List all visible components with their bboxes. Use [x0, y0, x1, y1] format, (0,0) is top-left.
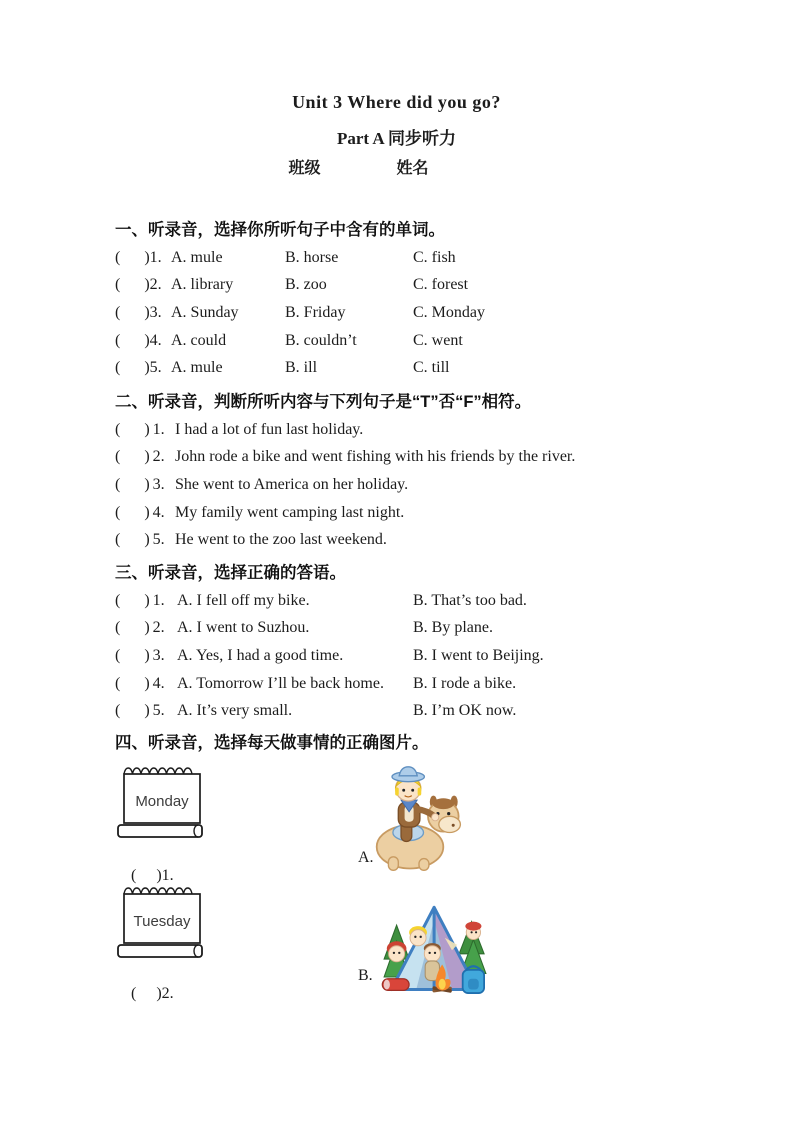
question-row — [115, 272, 738, 300]
option-b: B. I rode a bike. — [413, 674, 517, 692]
answer-blank[interactable]: ( ) — [115, 646, 150, 664]
answer-blank[interactable]: ( ) — [115, 702, 150, 720]
calendar-base-bar — [118, 825, 202, 837]
class-label: 班级 — [288, 160, 321, 177]
camper-blond — [409, 926, 427, 946]
option-b: B. I’m OK now. — [413, 702, 517, 720]
calendar-base-bar — [118, 945, 202, 957]
option-b: B. couldn’t — [285, 331, 357, 349]
option-b: B. Friday — [285, 303, 346, 321]
question-row — [115, 444, 738, 472]
calendar-tuesday — [116, 884, 208, 964]
spiral-binding-icon — [124, 888, 192, 894]
question-number: 1. — [149, 248, 162, 266]
section1-rows — [115, 244, 738, 382]
section2-heading: 二、听录音，判断所听内容与下列句子是“T”否“F”相符。 — [115, 393, 532, 411]
answer-blank[interactable]: ( ) — [115, 276, 150, 294]
answer-blank[interactable]: ( ) — [115, 674, 150, 692]
answer-blank[interactable]: ( ) — [115, 331, 150, 349]
calendar-sketch — [116, 764, 208, 844]
option-b: B. That’s too bad. — [413, 591, 527, 609]
spiral-binding-icon — [124, 768, 192, 774]
question-row — [115, 526, 738, 554]
class-blank[interactable] — [321, 159, 397, 173]
option-b: B. horse — [285, 248, 339, 266]
question-row — [115, 354, 738, 382]
option-a: A. It’s very small. — [177, 702, 293, 720]
question-row — [115, 416, 738, 444]
option-c: C. till — [413, 359, 450, 377]
question-number: 5. — [152, 702, 165, 720]
question-row — [115, 244, 738, 272]
answer-blank[interactable]: ( ) — [115, 619, 150, 637]
question-number: 4. — [152, 674, 165, 692]
option-a: A. I went to Suzhou. — [177, 619, 310, 637]
option-a: A. could — [171, 331, 227, 349]
section3-rows — [115, 587, 738, 725]
question-row — [115, 642, 738, 670]
calendar-monday — [116, 764, 208, 844]
question-row — [115, 471, 738, 499]
question-number: 1. — [152, 420, 165, 438]
answer-blank[interactable]: ( ) — [115, 420, 150, 438]
option-a: A. I fell off my bike. — [177, 591, 310, 609]
option-a: A. mule — [171, 359, 223, 377]
statement-text: John rode a bike and went fishing with his friends by the river. — [175, 448, 576, 466]
picture-question-row — [115, 967, 174, 1021]
option-letter-b: B. — [358, 967, 373, 984]
option-c: C. went — [413, 331, 463, 349]
option-b: B. By plane. — [413, 619, 493, 637]
question-number: 5. — [149, 359, 162, 377]
option-a: A. library — [171, 276, 234, 294]
answer-blank[interactable]: ( ) — [131, 867, 162, 884]
boy-riding-horse-image — [374, 764, 464, 874]
calendar-sketch — [116, 884, 208, 964]
page-title: Unit 3 Where did you go? — [292, 92, 501, 112]
question-number: 3. — [149, 303, 162, 321]
question-row — [115, 697, 738, 725]
option-a: A. Tomorrow I’ll be back home. — [177, 674, 384, 692]
class-name-line — [0, 155, 793, 178]
question-number: 4. — [152, 503, 165, 521]
question-number: 5. — [152, 531, 165, 549]
question-row — [115, 615, 738, 643]
sleeping-bag — [382, 979, 409, 991]
name-label: 姓名 — [396, 160, 429, 177]
question-row — [115, 587, 738, 615]
camper-red-hair — [387, 941, 407, 962]
statement-text: I had a lot of fun last holiday. — [175, 420, 364, 438]
question-number: 1. — [152, 591, 165, 609]
question-row — [115, 499, 738, 527]
answer-blank[interactable]: ( ) — [115, 303, 150, 321]
answer-blank[interactable]: ( ) — [115, 503, 150, 521]
answer-blank[interactable]: ( ) — [131, 985, 162, 1002]
question-number: 1. — [161, 867, 174, 884]
option-c: C. forest — [413, 276, 469, 294]
question-number: 3. — [152, 475, 165, 493]
question-number: 2. — [161, 985, 174, 1002]
backpack — [463, 966, 484, 993]
section3-heading: 三、听录音，选择正确的答语。 — [115, 564, 346, 582]
answer-blank[interactable]: ( ) — [115, 475, 150, 493]
statement-text: My family went camping last night. — [175, 503, 405, 521]
statement-text: He went to the zoo last weekend. — [175, 531, 387, 549]
answer-blank[interactable]: ( ) — [115, 591, 150, 609]
section4-heading: 四、听录音，选择每天做事情的正确图片。 — [115, 734, 429, 752]
question-row — [115, 327, 738, 355]
answer-blank[interactable]: ( ) — [115, 531, 150, 549]
question-number: 3. — [152, 646, 165, 664]
option-b: B. I went to Beijing. — [413, 646, 544, 664]
section2-rows — [115, 416, 738, 554]
page-subtitle: Part A 同步听力 — [337, 129, 456, 148]
camper-red-cap — [465, 922, 481, 940]
option-c: C. Monday — [413, 303, 485, 321]
question-number: 4. — [149, 331, 162, 349]
question-number: 2. — [152, 619, 165, 637]
option-a: A. Yes, I had a good time. — [177, 646, 344, 664]
cowboy-hat-icon — [392, 767, 424, 782]
children-camping-tent-image — [374, 902, 496, 1002]
answer-blank[interactable]: ( ) — [115, 248, 150, 266]
option-a: A. mule — [171, 248, 223, 266]
section1-heading: 一、听录音，选择你所听句子中含有的单词。 — [115, 221, 445, 239]
option-a: A. Sunday — [171, 303, 239, 321]
answer-blank[interactable]: ( ) — [115, 359, 150, 377]
name-blank[interactable] — [429, 159, 505, 173]
question-row — [115, 670, 738, 698]
calendar-day-label: Monday — [135, 793, 189, 810]
answer-blank[interactable]: ( ) — [115, 448, 150, 466]
option-b: B. zoo — [285, 276, 327, 294]
question-number: 2. — [149, 276, 162, 294]
option-letter-a: A. — [358, 849, 374, 866]
option-c: C. fish — [413, 248, 456, 266]
option-b: B. ill — [285, 359, 318, 377]
calendar-day-label: Tuesday — [133, 913, 191, 930]
statement-text: She went to America on her holiday. — [175, 475, 409, 493]
question-number: 2. — [152, 448, 165, 466]
question-row — [115, 299, 738, 327]
